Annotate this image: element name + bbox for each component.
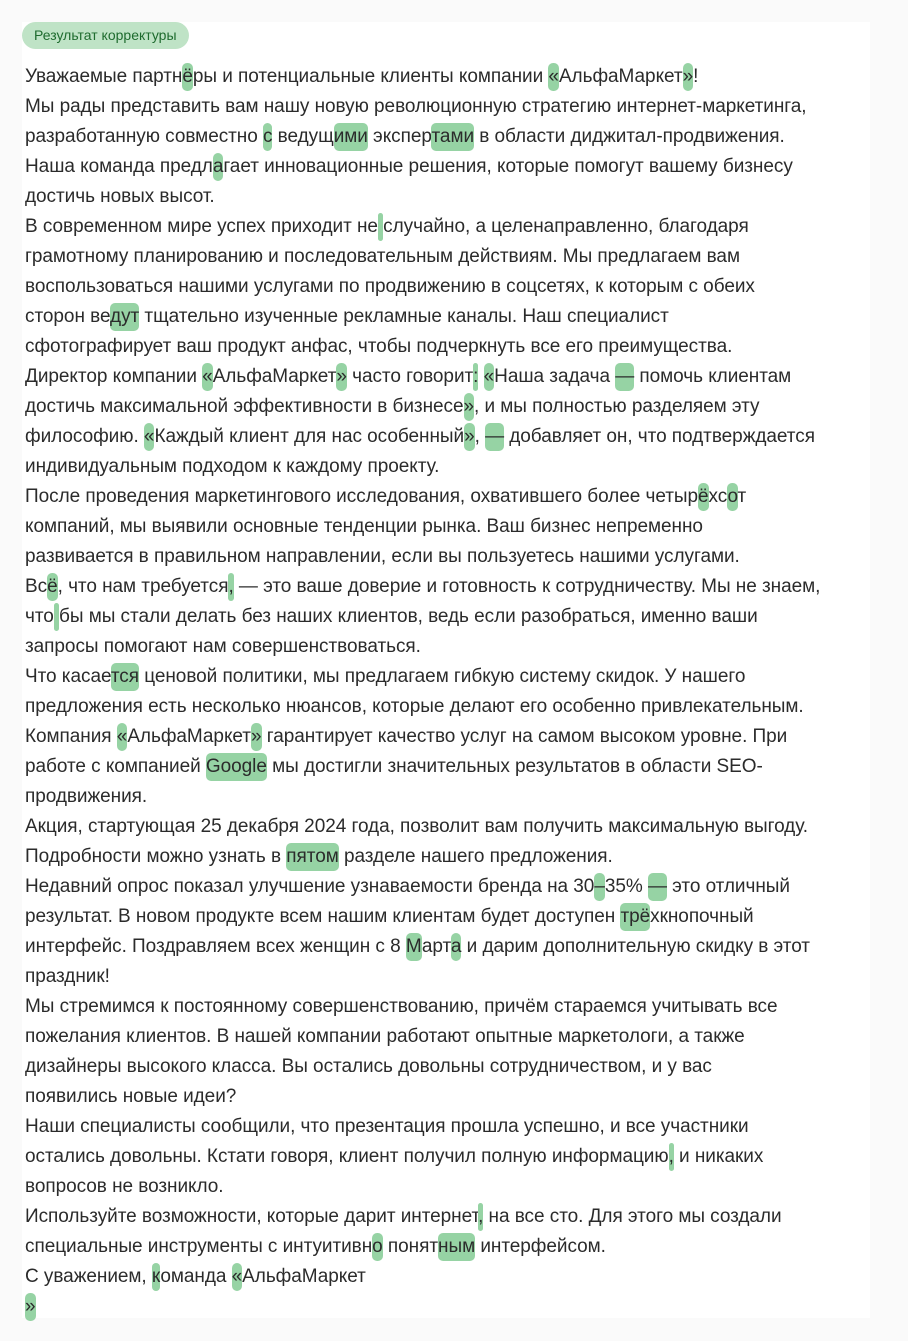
text-line [25, 302, 875, 332]
text-segment: , [474, 426, 486, 447]
text-line [25, 842, 875, 872]
text-segment: праздник! [25, 966, 110, 987]
correction-highlight: « [548, 63, 559, 91]
text-line [25, 1172, 875, 1202]
text-line [25, 182, 875, 212]
correction-highlight: : [473, 363, 478, 391]
text-line [25, 602, 875, 632]
text-segment: и дарим дополнительную скидку в этот [461, 936, 810, 957]
text-segment: работе с компанией [25, 756, 206, 777]
text-segment: АльфаМаркет [558, 66, 683, 87]
text-segment: бы мы стали делать без наших клиентов, ведь если разобраться, именно ваши [59, 606, 758, 627]
correction-highlight: тами [431, 123, 474, 151]
text-segment: предложения есть несколько нюансов, которые делают его особенно привлекательным. [25, 696, 804, 717]
text-segment: Используйте возможности, которые дарит интернет [25, 1206, 479, 1227]
text-segment: интерфейс. Поздравляем всех женщин с 8 [25, 936, 406, 957]
correction-highlight: , [669, 1143, 674, 1171]
text-line [25, 482, 875, 512]
text-line [25, 752, 875, 782]
text-segment: Подробности можно узнать в [25, 846, 287, 867]
text-segment: что [25, 606, 54, 627]
text-segment: арт [421, 936, 451, 957]
text-segment: гает инновационные решения, которые помогут вашему бизнесу [223, 156, 793, 177]
text-segment: случайно, а целенаправленно, благодаря [383, 216, 749, 237]
correction-highlight: о [727, 483, 737, 511]
text-line [25, 512, 875, 542]
correction-highlight: ими [334, 123, 368, 151]
text-segment: , что нам требуется [57, 576, 229, 597]
correction-highlight: » [251, 723, 262, 751]
text-segment: ры и потенциальные клиенты компании [192, 66, 549, 87]
text-segment: разработанную совместно [25, 126, 263, 147]
text-segment: добавляет он, что подтверждается [504, 426, 815, 447]
text-segment: это отличный [666, 876, 790, 897]
text-segment: 35% [604, 876, 648, 897]
correction-highlight: ным [438, 1233, 475, 1261]
text-line [25, 722, 875, 752]
text-segment: С уважением, [25, 1266, 152, 1287]
text-segment: Уважаемые партн [25, 66, 183, 87]
correction-highlight: « [144, 423, 155, 451]
text-segment: в области диджитал-продвижения. [474, 126, 785, 147]
corrected-text-body [25, 62, 875, 1322]
text-line [25, 872, 875, 902]
text-segment: интерфейсом. [475, 1236, 606, 1257]
text-segment: воспользоваться нашими услугами по продвижению в соцсетях, к которым с обеих [25, 276, 755, 297]
text-segment: мы достигли значительных результатов в области SEO- [266, 756, 763, 777]
text-segment: гарантирует качество услуг на самом высоком уровне. При [261, 726, 788, 747]
text-segment: философию. [25, 426, 144, 447]
text-segment: Директор компании [25, 366, 203, 387]
correction-highlight: М [406, 933, 422, 961]
text-segment: помочь клиентам [634, 366, 792, 387]
text-line [25, 632, 875, 662]
correction-highlight: о [372, 1233, 383, 1261]
text-segment: дизайнеры высокого класса. Вы остались довольны сотрудничеством, и у вас [25, 1056, 712, 1077]
correction-highlight: » [464, 393, 475, 421]
text-line [25, 1232, 875, 1262]
text-segment: оманда [160, 1266, 232, 1287]
text-line [25, 92, 875, 122]
correction-highlight: — [648, 873, 667, 901]
correction-highlight: — [615, 363, 634, 391]
text-line [25, 332, 875, 362]
text-segment: достичь максимальной эффективности в бизнесе [25, 396, 464, 417]
correction-highlight: ё [182, 63, 193, 91]
text-segment: Каждый клиент для нас особенный [154, 426, 465, 447]
correction-result-panel [22, 22, 870, 1318]
text-segment: Недавний опрос показал улучшение узнаваемости бренда на 30 [25, 876, 595, 897]
text-segment: компаний, мы выявили основные тенденции рынка. Ваш бизнес непременно [25, 516, 703, 537]
text-line [25, 242, 875, 272]
correction-highlight: пятом [286, 843, 338, 871]
correction-highlight: а [451, 933, 462, 961]
text-line [25, 452, 875, 482]
text-line [25, 392, 875, 422]
text-segment: ! [693, 66, 699, 87]
correction-highlight: « [484, 363, 495, 391]
correction-highlight: , [478, 1203, 483, 1231]
text-segment: Наша команда предл [25, 156, 213, 177]
text-segment: понят [382, 1236, 439, 1257]
text-line [25, 62, 875, 92]
text-segment: достичь новых высот. [25, 186, 215, 207]
correction-highlight: ё [698, 483, 709, 511]
text-segment: — это ваше доверие и готовность к сотрудничеству. Мы не знаем, [233, 576, 821, 597]
text-line [25, 692, 875, 722]
text-line [25, 1142, 875, 1172]
text-segment: специальные инструменты с интуитивн [25, 1236, 373, 1257]
text-segment: появились новые идеи? [25, 1086, 237, 1107]
text-segment: пожелания клиентов. В нашей компании работают опытные маркетологи, а также [25, 1026, 745, 1047]
text-segment: Компания [25, 726, 117, 747]
correction-highlight: ё [47, 573, 58, 601]
correction-highlight: , [228, 573, 233, 601]
text-segment: АльфаМаркет [212, 366, 337, 387]
text-line [25, 122, 875, 152]
correction-highlight: « [202, 363, 213, 391]
text-line [25, 1262, 875, 1292]
text-segment: индивидуальным подходом к каждому проекту. [25, 456, 440, 477]
text-line [25, 812, 875, 842]
text-segment: продвижения. [25, 786, 148, 807]
text-segment: ценовой политики, мы предлагаем гибкую систему скидок. У нашего [139, 666, 746, 687]
correction-highlight: « [232, 1263, 243, 1291]
text-segment: АльфаМаркет [242, 1266, 366, 1287]
text-segment: хкнопочный [650, 906, 754, 927]
text-line [25, 782, 875, 812]
text-line [25, 1112, 875, 1142]
text-segment: результат. В новом продукте всем нашим клиентам будет доступен [25, 906, 621, 927]
text-segment: тщательно изученные рекламные каналы. Наш специалист [139, 306, 669, 327]
correction-highlight: а [213, 153, 224, 181]
text-segment: Акция, стартующая 25 декабря 2024 года, позволит вам получить максимальную выгоду. [25, 816, 809, 837]
correction-highlight: – [594, 873, 605, 901]
correction-highlight: » [336, 363, 347, 391]
text-segment [478, 366, 483, 387]
text-line [25, 422, 875, 452]
correction-highlight: тся [111, 663, 139, 691]
text-line [25, 902, 875, 932]
text-line [25, 662, 875, 692]
text-segment: , и мы полностью разделяем эту [474, 396, 760, 417]
correction-highlight: » [464, 423, 475, 451]
text-line [25, 572, 875, 602]
correction-highlight: трё [620, 903, 650, 931]
correction-highlight: дут [110, 303, 139, 331]
text-line [25, 1292, 875, 1322]
text-line [25, 362, 875, 392]
text-segment: сфотографирует ваш продукт анфас, чтобы подчеркнуть все его преимущества. [25, 336, 733, 357]
text-segment: и никаких [673, 1146, 764, 1167]
correction-highlight: к [152, 1263, 160, 1291]
text-line [25, 542, 875, 572]
correction-highlight: » [25, 1293, 36, 1321]
correction-highlight: Google [206, 753, 267, 781]
text-segment: развивается в правильном направлении, если вы пользуетесь нашими услугами. [25, 546, 740, 567]
text-segment: экспер [367, 126, 432, 147]
text-segment: разделе нашего предложения. [338, 846, 613, 867]
text-segment: Мы рады представить вам нашу новую революционную стратегию интернет-маркетинга, [25, 96, 807, 117]
correction-result-badge: Результат корректуры [22, 22, 189, 49]
text-segment: Что касае [25, 666, 111, 687]
correction-highlight: — [485, 423, 504, 451]
text-line [25, 272, 875, 302]
text-line [25, 212, 875, 242]
text-segment: запросы помогают нам совершенствоваться. [25, 636, 421, 657]
text-segment: часто говорит [346, 366, 474, 387]
text-segment: Мы стремимся к постоянному совершенствованию, причём стараемся учитывать все [25, 996, 778, 1017]
text-line [25, 962, 875, 992]
text-line [25, 1052, 875, 1082]
text-segment: После проведения маркетингового исследования, охватившего более четыр [25, 486, 698, 507]
text-segment: АльфаМаркет [127, 726, 251, 747]
text-segment: В современном мире успех приходит не [25, 216, 378, 237]
text-segment: т [737, 486, 747, 507]
text-segment: Вс [25, 576, 48, 597]
text-segment: ведущ [272, 126, 334, 147]
text-line [25, 992, 875, 1022]
text-segment: грамотному планированию и последовательным действиям. Мы предлагаем вам [25, 246, 740, 267]
text-line [25, 1202, 875, 1232]
text-segment: сторон ве [25, 306, 111, 327]
correction-highlight: « [117, 723, 128, 751]
text-segment: остались довольны. Кстати говоря, клиент получил полную информацию [25, 1146, 669, 1167]
text-line [25, 1082, 875, 1112]
correction-highlight: » [683, 63, 694, 91]
text-segment: хс [708, 486, 728, 507]
text-line [25, 932, 875, 962]
text-line [25, 152, 875, 182]
text-line [25, 1022, 875, 1052]
correction-highlight: с [263, 123, 272, 151]
text-segment: на все сто. Для этого мы создали [483, 1206, 782, 1227]
text-segment: Наши специалисты сообщили, что презентация прошла успешно, и все участники [25, 1116, 749, 1137]
text-segment: вопросов не возникло. [25, 1176, 224, 1197]
text-segment: Наша задача [494, 366, 616, 387]
